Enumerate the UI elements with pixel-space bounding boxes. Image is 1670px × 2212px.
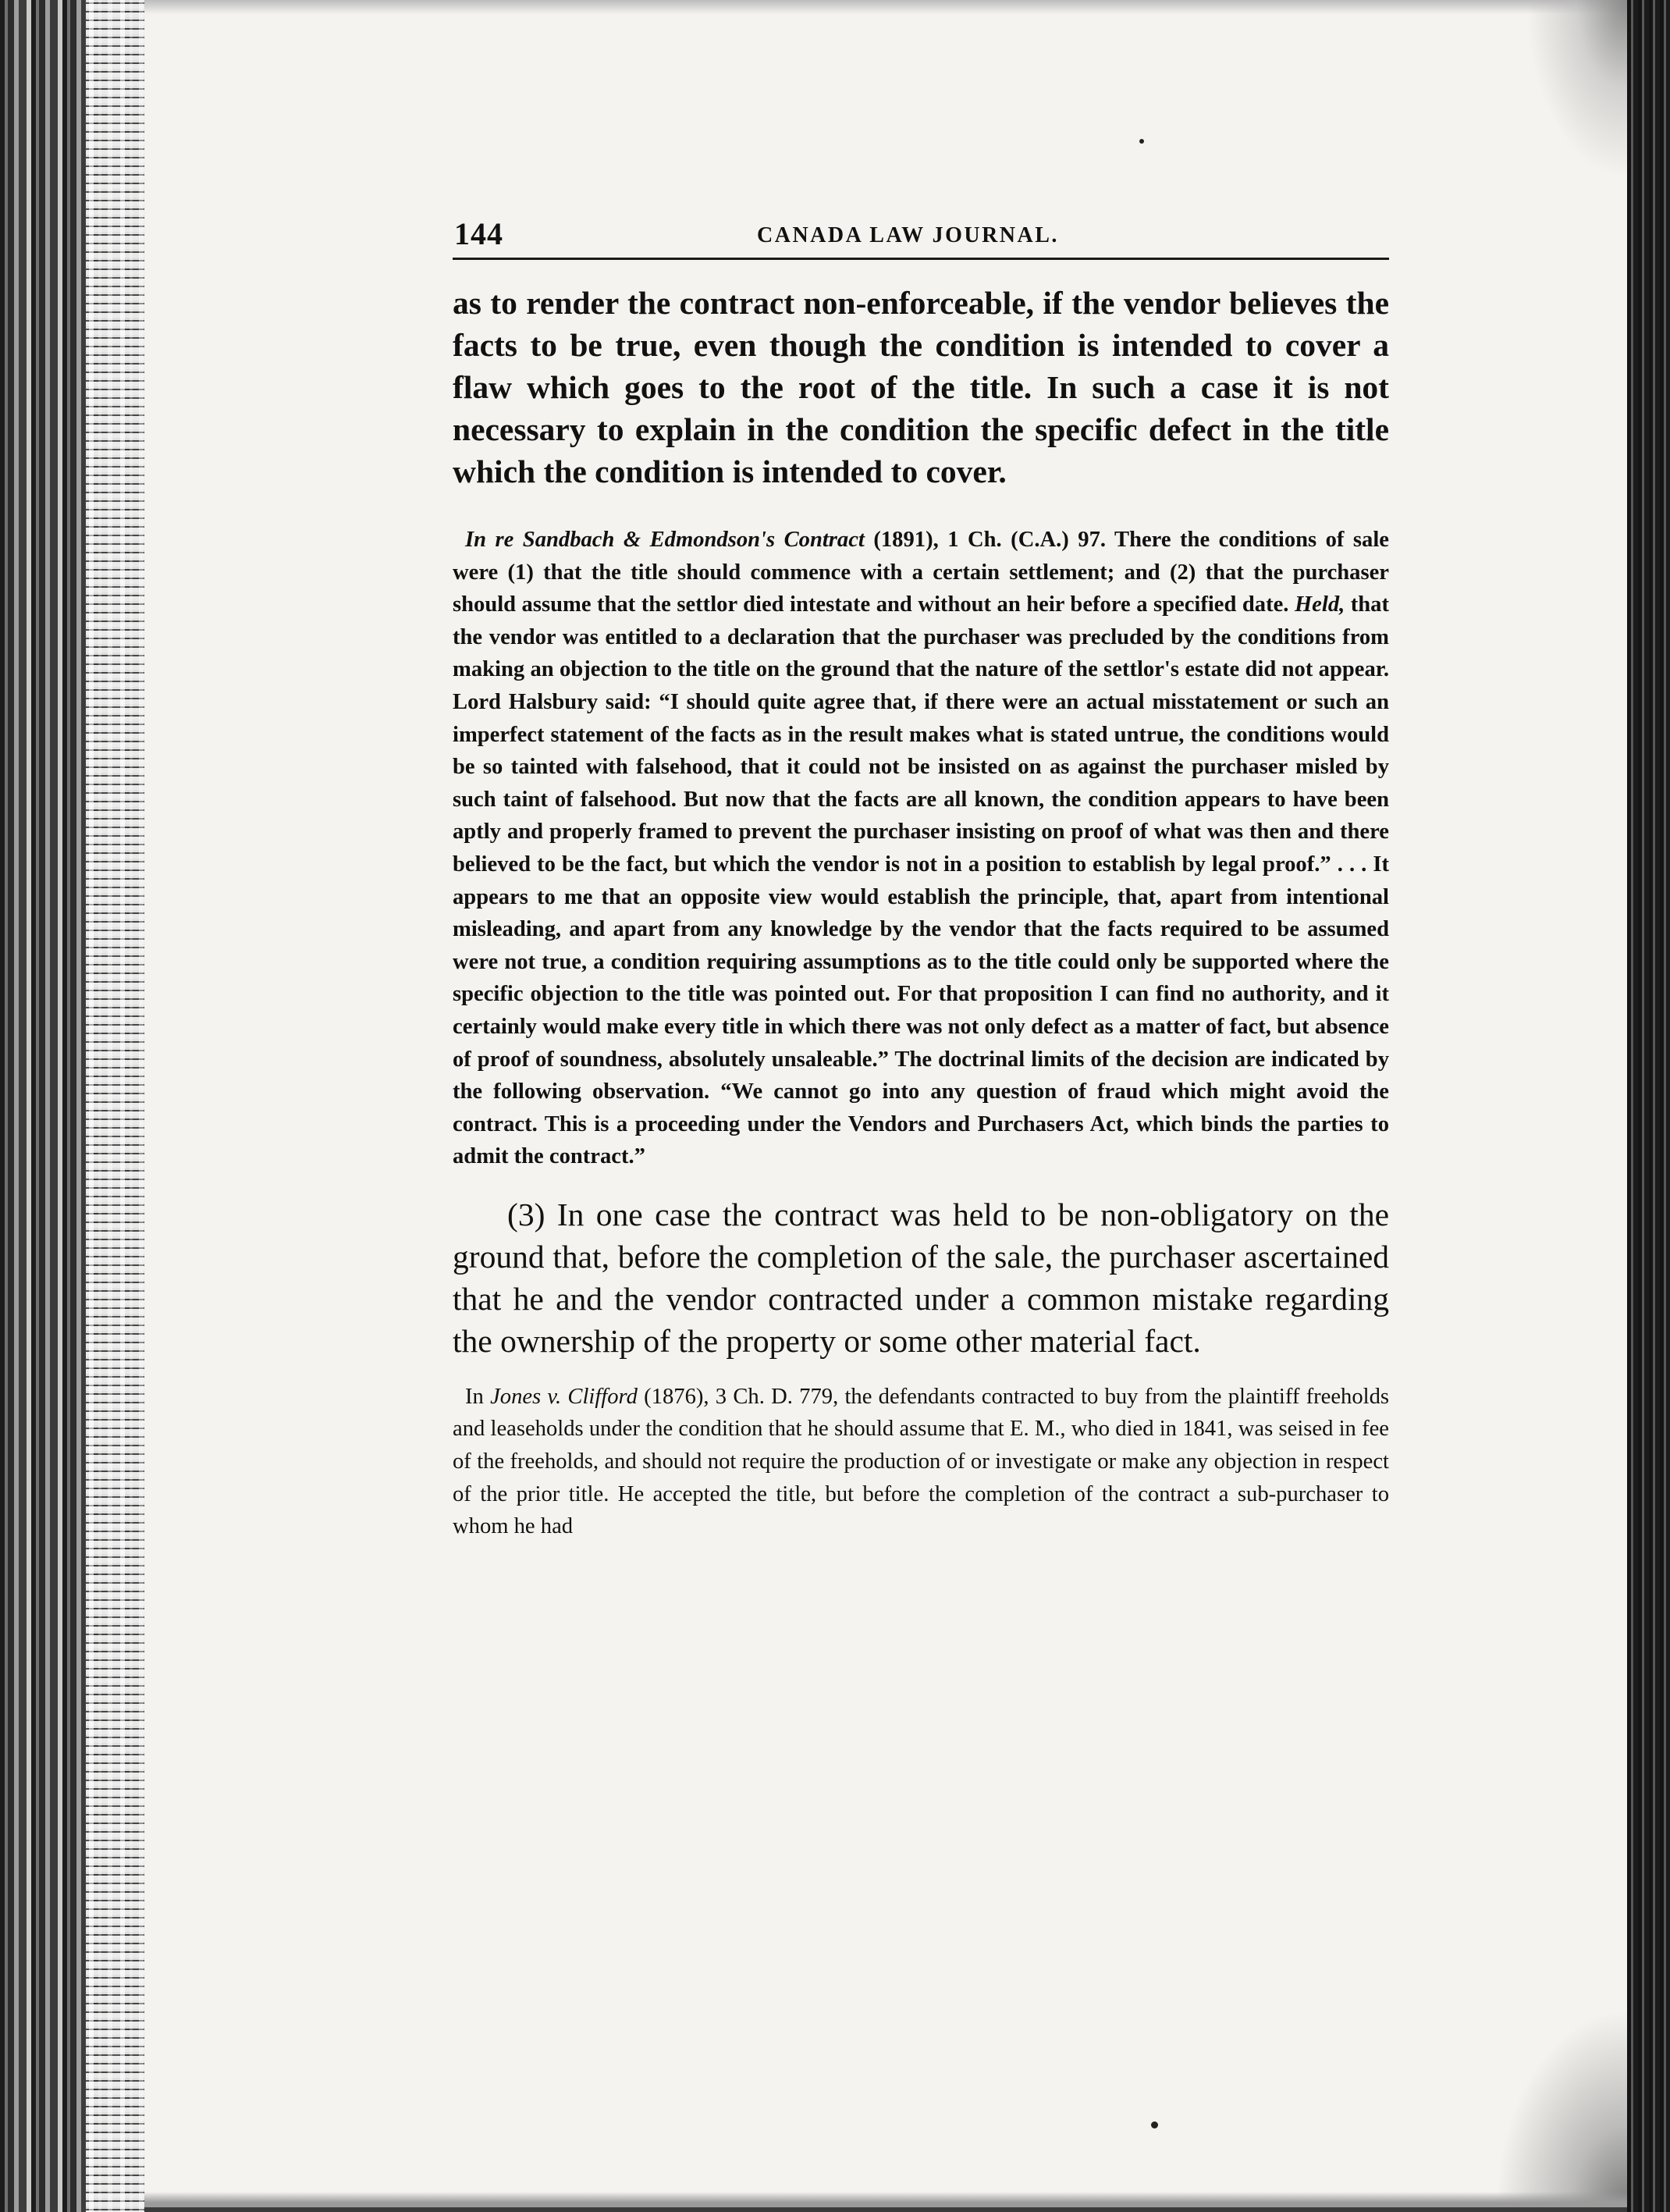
- scan-speck: [1151, 2121, 1158, 2128]
- paragraph-rule-text: as to render the contract non-enforceable, if the vendor believes the facts to be true, even though the condition is intended to cover a flaw which goes to the root of the title. In such a case it is not necessary to explain in the condition the specific defect in the title which the condition is intended to cover.: [453, 285, 1389, 489]
- case-name-sandbach: In re Sandbach & Edmondson's Contract: [465, 528, 865, 552]
- journal-title: CANADA LAW JOURNAL.: [757, 223, 1059, 247]
- case-note-sandbach: [453, 524, 1389, 1173]
- case-intro-jones: In: [465, 1384, 491, 1409]
- case-text-jones: (1876), 3 Ch. D. 779, the defendants contracted to buy from the plaintiff freeholds and leaseholds under the condition that he should assume that E. M., who died in 1841, was seised in fee of the freeholds, and should not require the production of or investigate or make any objection in respect of the prior title. He accepted the title, but before the completion of the contract a sub-purchaser to whom he had: [453, 1384, 1389, 1539]
- held-label: Held,: [1294, 592, 1345, 617]
- scan-shadow-bottom: [144, 2192, 1627, 2212]
- scan-shadow-corner-top-right: [1526, 0, 1627, 180]
- scan-shadow-top: [144, 0, 1627, 14]
- case-note-jones: [453, 1381, 1389, 1543]
- case-text-sandbach-part1: There the conditions of sale were (1) that the title should commence with a certain settlement; and (2) that the purchaser should assume that the settlor died intestate and without an heir before a specified date.: [453, 528, 1389, 617]
- running-head: [453, 211, 1389, 260]
- journal-page: [453, 211, 1389, 1543]
- case-name-jones: Jones v. Clifford: [490, 1384, 638, 1409]
- page-number: 144: [454, 216, 503, 251]
- case-text-sandbach-part2: that the vendor was entitled to a declaration that the purchaser was precluded by the conditions from making an objection to the title on the ground that the nature of the settlor's estate did not appear. Lord Halsbury said: “I should quite agree that, if there were an actual misstatement or such an imperfect statement of the facts as in the result makes what is stated untrue, the conditions would be so tainted with falsehood, that it could not be insisted on as against the purchaser misled by such taint of falsehood. But now that the facts are all known, the condition appears to have been aptly and properly framed to prevent the purchaser insisting on proof of what was then and there believed to be the fact, but which the vendor is not in a position to establish by legal proof.” . . . It appears to me that an opposite view would establish the principle, that, apart from intentional misleading, and apart from any knowledge by the vendor that the facts required to be assumed were not true, a condition requiring assumptions as to the title could only be supported where the specific objection to the title was pointed out. For that proposition I can find no authority, and it certainly would make every title in which there was not only defect as a matter of fact, but absence of proof of soundness, absolutely unsaleable.” The doctrinal limits of the decision are indicated by the following observation. “We cannot go into any question of fraud which might avoid the contract. This is a proceeding under the Vendors and Purchasers Act, which binds the parties to admit the contract.”: [453, 592, 1389, 1169]
- citation-sandbach: (1891), 1 Ch. (C.A.) 97.: [864, 528, 1107, 552]
- paragraph-3-text: (3) In one case the contract was held to be non-obligatory on the ground that, before the completion of the sale, the purchaser ascertained that he and the vendor contracted under a common mistake regarding the ownership of the property or some other material fact.: [453, 1196, 1389, 1359]
- scan-binding-edge-right: [1627, 0, 1670, 2212]
- scan-speck: [1139, 139, 1144, 144]
- scan-shadow-corner-bottom-right: [1494, 2009, 1627, 2212]
- scan-binding-edge-left: [0, 0, 144, 2212]
